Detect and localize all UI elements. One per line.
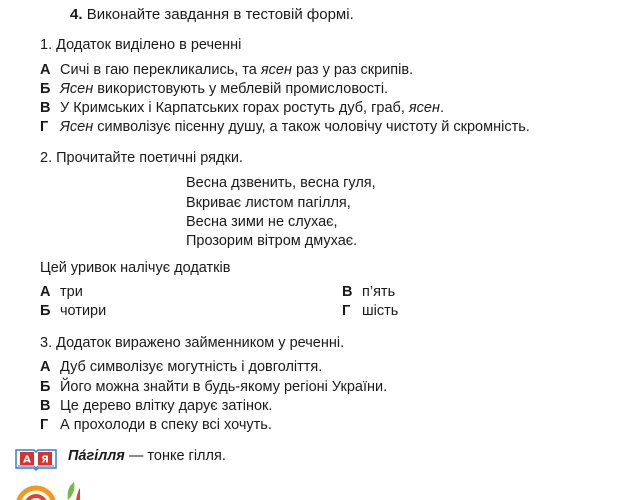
task-number: 4. bbox=[70, 6, 83, 23]
q3-option-b[interactable] bbox=[40, 378, 387, 396]
poem-line: Весна дзвенить, весна гуля, bbox=[186, 175, 376, 191]
option-highlight: ясен bbox=[408, 100, 440, 116]
poem-line: Весна зими не слухає, bbox=[186, 214, 338, 230]
option-text: шість bbox=[362, 303, 399, 319]
svg-text:А: А bbox=[23, 454, 31, 466]
option-text: Сичі в гаю перекликались, та bbox=[60, 62, 261, 78]
q1-prompt bbox=[40, 36, 241, 54]
q1-option-a[interactable] bbox=[40, 61, 413, 79]
q1-option-b[interactable] bbox=[40, 80, 388, 98]
q3-text: Додаток виражено займенником у реченні. bbox=[56, 335, 345, 351]
q3-number: 3. bbox=[40, 335, 53, 351]
option-text: п’ять bbox=[362, 284, 396, 300]
option-text: чотири bbox=[60, 303, 107, 319]
q1-option-d[interactable] bbox=[40, 118, 530, 136]
option-highlight: Ясен bbox=[60, 81, 94, 97]
option-letter: В bbox=[342, 284, 353, 300]
poem-line: Вкриває листом пагілля, bbox=[186, 195, 351, 211]
option-letter: В bbox=[40, 398, 51, 414]
option-text: три bbox=[60, 284, 83, 300]
dictionary-book-icon bbox=[14, 446, 58, 472]
option-text: А прохолоди в спеку всі хочуть. bbox=[60, 417, 272, 433]
q2-text: Прочитайте поетичні рядки. bbox=[56, 150, 243, 166]
option-letter: В bbox=[40, 100, 51, 116]
q1-number: 1. bbox=[40, 37, 53, 53]
q1-option-c[interactable] bbox=[40, 99, 444, 117]
q2-option-d[interactable] bbox=[342, 302, 398, 320]
q2-option-b[interactable] bbox=[40, 302, 106, 320]
q1-text: Додаток виділено в реченні bbox=[56, 37, 242, 53]
option-letter: Г bbox=[40, 417, 49, 433]
q2-number: 2. bbox=[40, 150, 53, 166]
q2-option-c[interactable] bbox=[342, 283, 395, 301]
option-letter: Б bbox=[40, 81, 51, 97]
task-title: Виконайте завдання в тестовій формі. bbox=[86, 6, 354, 23]
option-text: символізує пісенну душу, а також чоловічу чистоту й скромність. bbox=[93, 119, 530, 135]
option-letter: А bbox=[40, 284, 51, 300]
glossary-term: Па́гілля bbox=[68, 448, 125, 464]
q3-option-c[interactable] bbox=[40, 397, 272, 415]
task-heading bbox=[70, 6, 354, 24]
q3-prompt bbox=[40, 334, 344, 352]
q3-option-a[interactable] bbox=[40, 358, 322, 376]
svg-text:Я: Я bbox=[41, 454, 49, 466]
option-letter: Г bbox=[40, 119, 49, 135]
glossary-entry bbox=[68, 447, 226, 465]
option-letter: А bbox=[40, 359, 51, 375]
option-highlight: ясен bbox=[260, 62, 292, 78]
option-letter: Б bbox=[40, 379, 51, 395]
option-letter: А bbox=[40, 62, 51, 78]
option-text: Дуб символізує могутність і довголіття. bbox=[60, 359, 323, 375]
poem-line: Прозорим вітром дмухає. bbox=[186, 233, 358, 249]
option-letter: Г bbox=[342, 303, 351, 319]
option-text: Це дерево влітку дарує затінок. bbox=[60, 398, 273, 414]
option-letter: Б bbox=[40, 303, 51, 319]
option-text: Його можна знайти в будь-якому регіоні України. bbox=[60, 379, 388, 395]
option-text: використовують у меблевій промисловості. bbox=[93, 81, 389, 97]
sun-logo-icon bbox=[10, 478, 80, 500]
option-text: . bbox=[439, 100, 444, 116]
q2-question: Цей уривок налічує додатків bbox=[40, 260, 231, 276]
q2-option-a[interactable] bbox=[40, 283, 83, 301]
q2-prompt bbox=[40, 149, 243, 167]
q3-option-d[interactable] bbox=[40, 416, 272, 434]
option-highlight: Ясен bbox=[60, 119, 94, 135]
option-text: раз у раз скрипів. bbox=[291, 62, 414, 78]
option-text: У Кримських і Карпатських горах ростуть дуб, граб, bbox=[60, 100, 409, 116]
glossary-definition: — тонке гілля. bbox=[124, 448, 226, 464]
